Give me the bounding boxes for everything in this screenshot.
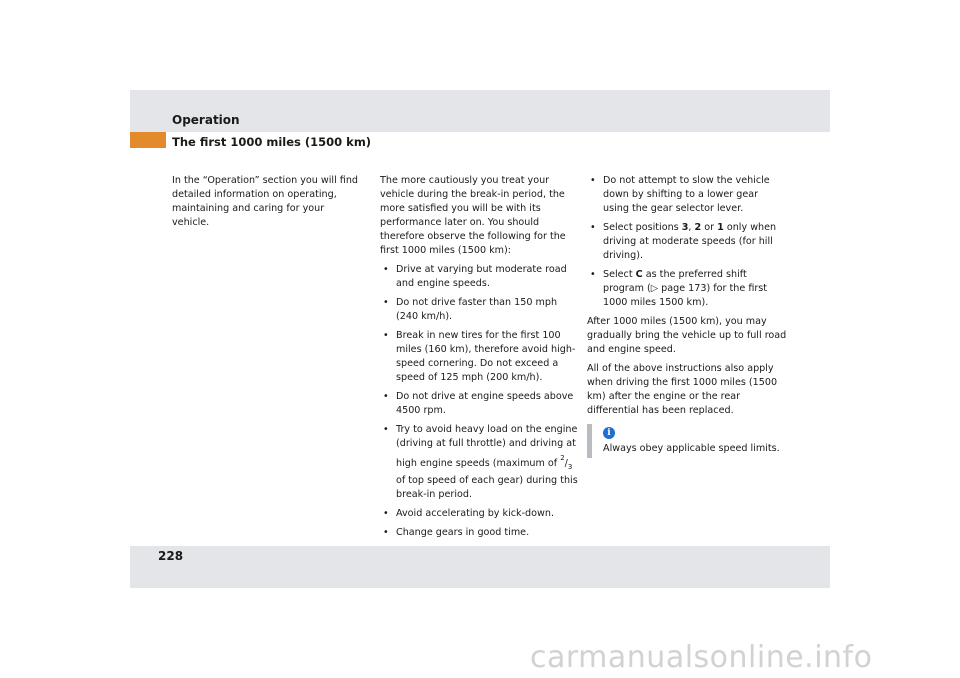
section-accent-tab	[130, 132, 166, 148]
list-item-text: as the preferred shift program (▷ page 173) for the first 1000 miles 1500 km).	[603, 269, 768, 308]
list-item	[380, 423, 578, 502]
info-note	[587, 424, 787, 458]
list-item-text: Try to avoid heavy load on the engine (driving at full throttle) and driving at high engine speeds (maximum of	[396, 424, 578, 469]
list-item: • Drive at varying but moderate road and engine speeds.	[380, 263, 578, 291]
gear-list	[587, 174, 787, 310]
list-item-text: of top speed of each gear) during this break-in period.	[396, 475, 578, 500]
replacement-paragraph: All of the above instructions also apply when driving the first 1000 miles (1500 km) after the engine or the rear differential has been replaced.	[587, 363, 778, 416]
page-number: 228	[158, 549, 184, 563]
footer-band	[130, 546, 830, 588]
list-item: • Avoid accelerating by kick-down.	[380, 507, 578, 521]
watermark: carmanualsonline.info	[530, 640, 873, 675]
info-note-bar	[587, 424, 592, 458]
list-item-text: only when driving at moderate speeds (for hill driving).	[603, 222, 777, 261]
list-item-text: Select	[603, 269, 636, 280]
list-item: • Break in new tires for the first 100 miles (160 km), therefore avoid high-speed cornering. Do not exceed a speed of 125 mph (200 km/h).	[380, 329, 578, 385]
break-in-intro: The more cautiously you treat your vehicle during the break-in period, the more satisfied you will be with its performance later on. You should therefore observe the following for the first 1000 miles (1500 km):	[380, 175, 566, 256]
info-icon: i	[603, 427, 615, 439]
section-title: Operation	[172, 113, 240, 127]
list-item: • Do not attempt to slow the vehicle down by shifting to a lower gear using the gear selector lever.	[587, 174, 787, 216]
fraction-denominator: 3	[567, 463, 573, 471]
list-item: • Change gears in good time.	[380, 526, 578, 540]
column-right	[587, 174, 787, 423]
gear-position-1: 1	[717, 222, 724, 233]
list-item-text: or	[701, 222, 718, 233]
list-item-text: ,	[688, 222, 695, 233]
intro-paragraph: In the “Operation” section you will find detailed information on operating, maintaining and caring for your vehicle.	[172, 175, 359, 228]
list-item	[587, 268, 787, 310]
info-note-text: Always obey applicable speed limits.	[603, 443, 780, 454]
list-item: • Do not drive faster than 150 mph (240 km/h).	[380, 296, 578, 324]
fraction-numerator: 2	[560, 454, 565, 462]
gear-position-3: 3	[681, 222, 689, 233]
column-left	[172, 174, 362, 235]
list-item-text: Select positions	[603, 222, 682, 233]
break-in-list	[380, 263, 578, 540]
list-item	[587, 221, 787, 263]
gear-position-2: 2	[694, 222, 702, 233]
after-break-in-paragraph: After 1000 miles (1500 km), you may gradually bring the vehicle up to full road and engine speed.	[587, 316, 787, 355]
shift-program-c: C	[635, 269, 643, 280]
fraction: $^2/_3$	[560, 454, 573, 471]
column-middle	[380, 174, 578, 545]
list-item: • Do not drive at engine speeds above 4500 rpm.	[380, 390, 578, 418]
page-subtitle: The first 1000 miles (1500 km)	[172, 135, 372, 149]
